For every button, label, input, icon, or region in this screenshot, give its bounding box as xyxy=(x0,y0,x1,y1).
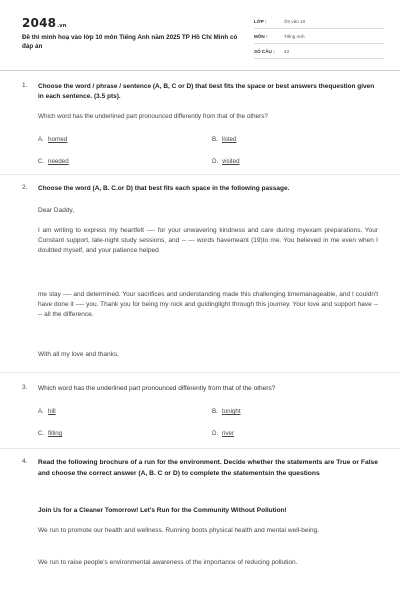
passage-closing: With all my love and thanks, xyxy=(38,351,119,358)
option-a[interactable] xyxy=(38,136,67,143)
question-1-prompt: Which word has the underlined part pronounced differently from that of the others? xyxy=(38,113,268,120)
passage-greeting: Dear Daddy, xyxy=(38,207,75,214)
option-b[interactable] xyxy=(212,408,241,415)
option-word: visited xyxy=(222,158,240,165)
option-letter: B. xyxy=(212,408,218,415)
page-title: Đề thi minh hoạ vào lớp 10 môn Tiếng Anh năm 2025 TP Hồ Chí Minh có đáp án xyxy=(22,34,238,50)
question-text: Read the following brochure of a run for the environment. Decide whether the statements are True or False and choose the correct answer (A, B. C or D) to complete the statementsin the questions xyxy=(38,459,378,477)
option-word: horned xyxy=(48,136,68,143)
passage-paragraph-1: I am writing to express my heartfelt ---- for your unwavering kindness and care during myexam preparations. Your Constant support, late-night study sessions, and -- --- words havemeant (19)to me. You believed in me even when I doubted myself, and your patience helped xyxy=(38,227,378,254)
logo-suffix: .vn xyxy=(57,23,67,29)
option-word: needed xyxy=(48,158,69,165)
meta-label: SỐ CÂU : xyxy=(254,49,275,54)
option-d[interactable] xyxy=(212,430,234,437)
meta-label: LỚP : xyxy=(254,19,267,24)
brochure-heading: Join Us for a Cleaner Tomorrow! Let's Run for the Community Without Pollution! xyxy=(38,507,287,514)
option-letter: C. xyxy=(38,158,45,165)
divider xyxy=(0,174,400,175)
meta-value: Ôn vào 10 xyxy=(284,19,306,24)
option-word: listed xyxy=(222,136,237,143)
option-word: river xyxy=(222,430,235,437)
brochure-paragraph-1: We run to promote our health and wellness. Running boots physical health and mental well-being. xyxy=(38,527,319,534)
brochure-paragraph-2: We run to raise people's environmental awareness of the importance of reducing pollution. xyxy=(38,559,298,566)
logo-text: 2048 xyxy=(22,16,57,30)
header xyxy=(0,0,400,70)
option-word: filling xyxy=(48,430,63,437)
divider xyxy=(0,372,400,373)
meta-value: Tiếng Anh xyxy=(284,34,305,39)
option-word: tonight xyxy=(222,408,241,415)
meta-row-count xyxy=(254,46,384,59)
option-letter: B. xyxy=(212,136,218,143)
option-word: hill xyxy=(48,408,56,415)
option-d[interactable] xyxy=(212,158,240,165)
question-text: Choose the word / phrase / sentence (A, B, C or D) that best fits the space or best answers thequestion given in each sentence. (3.5 pts). xyxy=(38,83,375,100)
divider xyxy=(0,448,400,449)
site-logo[interactable] xyxy=(22,16,67,30)
option-c[interactable] xyxy=(38,158,69,165)
meta-row-class xyxy=(254,16,384,29)
header-divider xyxy=(0,70,400,71)
question-number: 4. xyxy=(22,458,28,465)
passage-paragraph-2: me stay ---- and determined. Your sacrifices and understanding made this challenging timemanageable, and I couldn't have done it ---- you. Thank you for being my rock and guidinglight through this journey. Your love and support have ---- all the difference. xyxy=(38,291,378,318)
meta-panel xyxy=(254,16,384,61)
option-letter: C. xyxy=(38,430,45,437)
option-c[interactable] xyxy=(38,430,62,437)
question-number: 2. xyxy=(22,184,28,191)
meta-row-subject xyxy=(254,31,384,44)
option-letter: A. xyxy=(38,408,44,415)
question-number: 3. xyxy=(22,384,28,391)
question-number: 1. xyxy=(22,82,28,89)
option-b[interactable] xyxy=(212,136,236,143)
option-letter: D. xyxy=(212,430,219,437)
question-text: Which word has the underlined part pronounced differently from that of the others? xyxy=(38,385,276,392)
question-text: Choose the word (A, B. C.or D) that best fits each space in the following passage. xyxy=(38,185,290,192)
option-letter: A. xyxy=(38,136,44,143)
meta-value: 43 xyxy=(284,49,290,54)
meta-label: MÔN : xyxy=(254,34,268,39)
option-a[interactable] xyxy=(38,408,56,415)
option-letter: D. xyxy=(212,158,219,165)
